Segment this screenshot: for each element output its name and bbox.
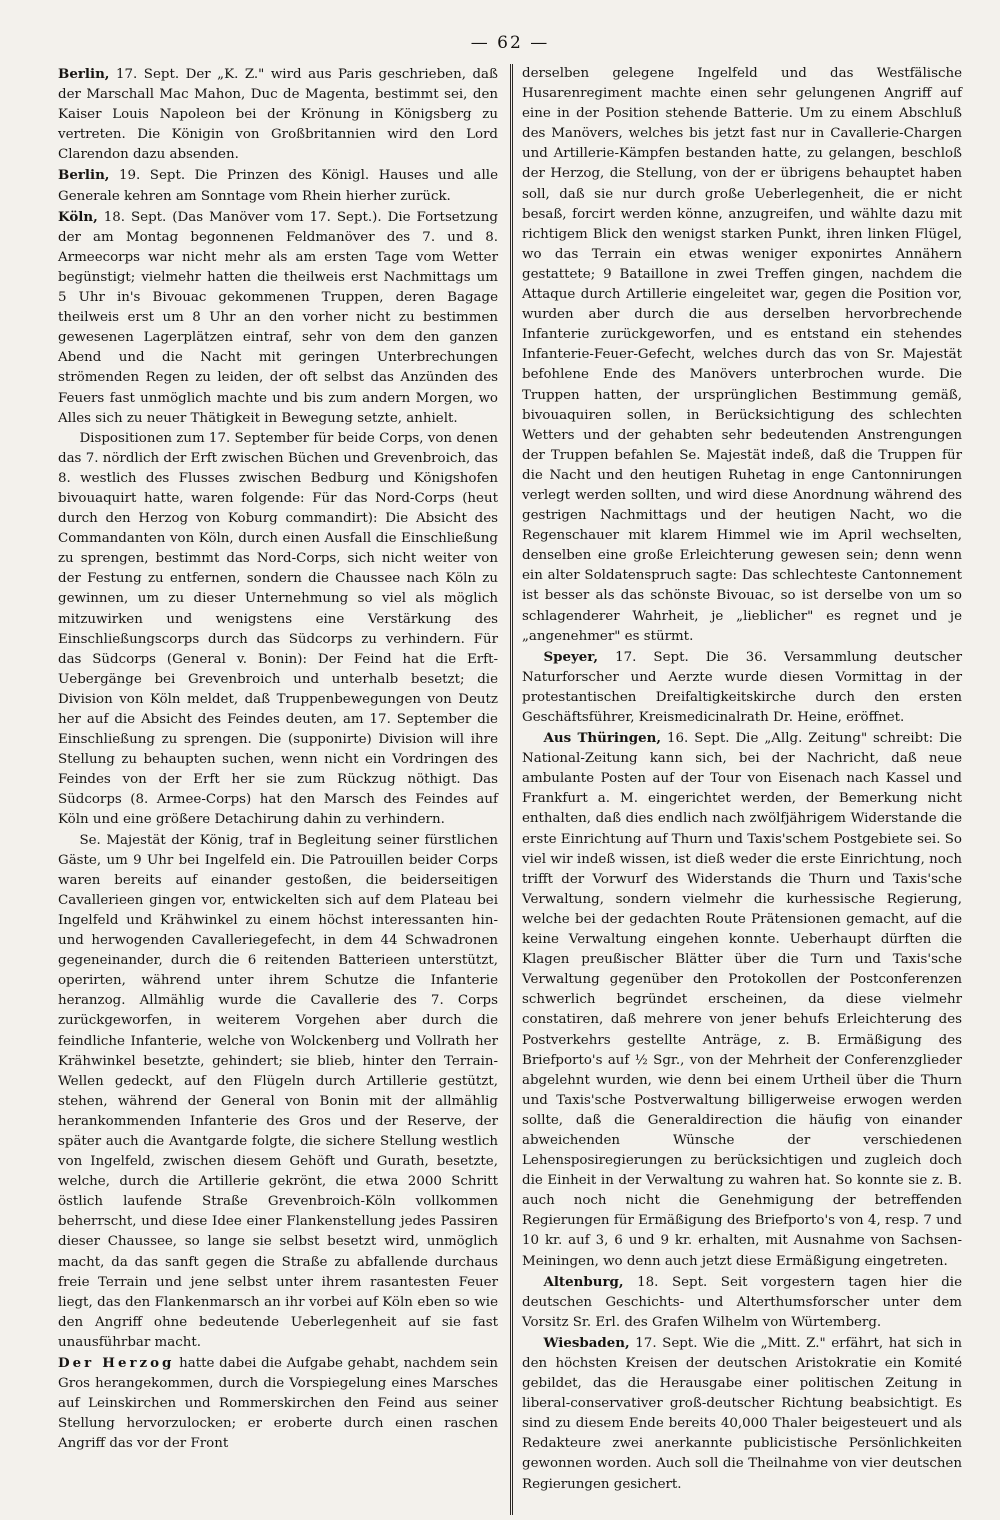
- article-text: 17. Sept. Wie die „Mitt. Z." erfährt, hat sich in den höchsten Kreisen der deutschen Aristokratie ein Komité gebildet, das die Herausgabe einer politischen Zeitung in liberal-conservativer groß-deutscher Richtung beabsichtigt. Es sind zu diesem Ende bereits 40,000 Thaler beigesteuert und als Redakteure zwei anerkannte publicistische Persönlichkeiten gewonnen worden. Auch soll die Theilnahme von vier deutschen Regierungen gesichert.: [522, 1335, 962, 1492]
- article-text: 18. Sept. Seit vorgestern tagen hier die deutschen Geschichts- und Alterthumsforscher unter dem Vorsitz Sr. Erl. des Grafen Wilhelm von Würtemberg.: [522, 1274, 962, 1330]
- paragraph-dispositionen: Dispositionen zum 17. September für beide Corps, von denen das 7. nördlich der Erft zwischen Büchen und Grevenbroich, das 8. westlich des Flusses zwischen Bedburg und Königshofen bivouaquirt hatte, waren folgende: Für das Nord-Corps (heut durch den Herzog von Koburg commandirt): Die Absicht des Commandanten von Köln, durch einen Ausfall die Einschließung zu sprengen, bestimmt das Nord-Corps, sich nicht weiter von der Festung zu entfernen, sondern die Chaussee nach Köln zu gewinnen, um zu dieser Unternehmung so viel als möglich mitzuwirken und wenigstens eine Verstärkung des Einschließungscorps durch das Südcorps zu verhindern. Für das Südcorps (General v. Bonin): Der Feind hat die Erft-Uebergänge bei Grevenbroich und unterhalb besetzt; die Division von Köln meldet, daß Truppenbewegungen von Deutz her auf die Absicht des Feindes deuten, am 17. September die Einschließung zu sprengen. Die (supponirte) Division will ihre Stellung zu behaupten suchen, wenn nicht ein Vordringen des Feindes von der Erft her sie zum Rückzug nöthigt. Das Südcorps (8. Armee-Corps) hat den Marsch des Feindes auf Köln und eine größere Detachirung dahin zu verhindern.: [58, 430, 498, 828]
- article-altenburg: [522, 1272, 962, 1333]
- dateline: Köln,: [58, 208, 98, 225]
- paragraph-herzog: [58, 1353, 498, 1454]
- article-text: 17. Sept. Die 36. Versammlung deutscher Naturforscher und Aerzte wurde diesen Vormittag in der protestantischen Dreifaltigkeitskirche durch den ersten Geschäftsführer, Kreismedicinalrath Dr. Heine, eröffnet.: [522, 649, 962, 725]
- article-text: 19. Sept. Die Prinzen des Königl. Hauses und alle Generale kehren am Sonntage vom Rhein hierher zurück.: [58, 168, 498, 204]
- dateline: Der Herzog: [58, 1355, 175, 1371]
- right-column: [522, 64, 962, 1495]
- dateline: Aus Thüringen,: [543, 730, 662, 747]
- article-text: 17. Sept. Der „K. Z." wird aus Paris geschrieben, daß der Marschall Mac Mahon, Duc de Magenta, bestimmt sei, den Kaiser Louis Napoleon bei der Krönung in Königsberg zu vertreten. Die Königin von Großbritannien wird den Lord Clarendon dazu absenden.: [58, 67, 498, 163]
- dateline: Altenburg,: [543, 1273, 624, 1290]
- article-berlin-19: [58, 165, 498, 206]
- page-number: — 62 —: [470, 33, 550, 53]
- left-column: [58, 64, 498, 1495]
- dateline: Wiesbaden,: [543, 1334, 630, 1351]
- dateline: Speyer,: [543, 648, 599, 665]
- article-speyer: [522, 647, 962, 728]
- article-text: 18. Sept. (Das Manöver vom 17. Sept.). Die Fortsetzung der am Montag begonnenen Feldmanöver des 7. und 8. Armeecorps war nicht mehr als am ersten Tage vom Wetter begünstigt; vielmehr hatten die theilweis erst Nachmittags um 5 Uhr in's Bivouac gekommenen Truppen, deren Bagage theilweis erst um 8 Uhr an den vorher nicht zu bestimmen gewesenen Lagerplätzen eintraf, sehr von dem den ganzen Abend und die Nacht mit geringen Unterbrechungen strömenden Regen zu leiden, der oft selbst das Anzünden des Feuers fast unmöglich machte und bis zum andern Morgen, wo Alles sich zu neuer Thätigkeit in Bewegung setzte, anhielt.: [58, 209, 498, 426]
- paragraph-majestaet: Se. Majestät der König, traf in Begleitung seiner fürstlichen Gäste, um 9 Uhr bei Ingelfeld ein. Die Patrouillen beider Corps waren bereits auf einander gestoßen, die beiderseitigen Cavallerieen gingen vor, entwickelten sich auf dem Plateau bei Ingelfeld und Krähwinkel zu einem höchst interessanten hin- und herwogenden Cavalleriegefecht, in dem 44 Schwadronen gegeneinander, durch die 6 reitenden Batterieen unterstützt, operirten, während unter ihrem Schutze die Infanterie heranzog. Allmählig wurde die Cavallerie des 7. Corps zurückgeworfen, in weiterem Vorgehen aber durch die feindliche Infanterie, welche von Wolckenberg und Vollrath her Krähwinkel besetzte, gehindert; sie blieb, hinter den Terrain-Wellen gedeckt, auf den Flügeln durch Artillerie gestützt, stehen, während der General von Bonin mit der allmählig herankommenden Infanterie des Gros und der Reserve, der später auch die Avantgarde folgte, die sichere Stellung westlich von Ingelfeld, zwischen diesem Gehöft und Gurath, besetzte, welche, durch die Artillerie gekrönt, die etwa 2000 Schritt östlich laufende Straße Grevenbroich-Köln vollkommen beherrscht, und diese Idee einer Flankenstellung jedes Passiren dieser Chaussee, so lange sie selbst besetzt wird, unmöglich macht, da das sanft gegen die Straße zu abfallende durchaus freie Terrain und jene selbst unter ihrem rasantesten Feuer liegt, das den Flankenmarsch an ihr vorbei auf Köln eben so wie den Angriff ohne bedeutende Ueberlegenheit auf sie fast unausführbar macht.: [58, 832, 498, 1350]
- dateline: Berlin,: [58, 66, 110, 82]
- article-koeln: [58, 207, 498, 429]
- article-thueringen: [522, 728, 962, 1272]
- article-columns: [58, 64, 962, 1495]
- article-text: 16. Sept. Die „Allg. Zeitung" schreibt: Die National-Zeitung kann sich, bei der Nachricht, daß neue ambulante Posten auf der Tour von Eisenach nach Kassel und Frankfurt a. M. eingerichtet werden, der Bemerkung nicht enthalten, daß dies endlich nach zwölfjährigem Widerstande die erste Einrichtung auf Thurn und Taxis'schem Postgebiete sei. So viel wir indeß wissen, ist dieß weder die erste Einrichtung, noch trifft der Vorwurf des Widerstands die Thurn und Taxis'sche Verwaltung, sondern vielmehr die kurhessische Regierung, welche bei der gedachten Route Prätensionen gemacht, auf die keine Verwaltung eingehen konnte. Ueberhaupt dürften die Klagen preußischer Blätter über die Turn und Taxis'sche Verwaltung gegenüber den Protokollen der Postconferenzen schwerlich begründet erscheinen, da diese vielmehr constatiren, daß mehrere von jener behufs Erleichterung des Postverkehrs gestellte Anträge, z. B. Ermäßigung des Briefporto's auf ½ Sgr., von der Mehrheit der Conferenzglieder abgelehnt wurden, wie denn bei einem Urtheil über die Thurn und Taxis'sche Postverwaltung billigerweise erwogen werden sollte, daß die Generaldirection die häufig von einander abweichenden Wünsche der verschiedenen Lehensposiregierungen zu berücksichtigen und zugleich doch die Einheit in der Verwaltung zu wahren hat. So konnte sie z. B. auch noch nicht die Genehmigung der betreffenden Regierungen für Ermäßigung des Briefporto's von 4, resp. 7 und 10 kr. auf 3, 6 und 9 kr. erhalten, mit Ausnahme von Sachsen-Meiningen, wo denn auch jetzt diese Ermäßigung eingetreten.: [522, 731, 963, 1269]
- article-wiesbaden: [522, 1333, 962, 1495]
- dateline: Berlin,: [58, 167, 110, 184]
- article-berlin-17: [58, 64, 498, 165]
- article-text: hatte dabei die Aufgabe gehabt, nachdem sein Gros herangekommen, durch die Vorspiegelung eines Marsches auf Leinskirchen und Rommerskirchen den Feind aus seiner Stellung hervorzulocken; er eroberte durch einen raschen Angriff das vor der Front: [58, 1356, 498, 1452]
- column-divider: [510, 64, 513, 1515]
- paragraph-continuation: derselben gelegene Ingelfeld und das Westfälische Husarenregiment machte einen sehr gelungenen Angriff auf eine in der Position stehende Batterie. Um zu einem Abschluß des Manövers, welches bis jetzt fast nur in Cavallerie-Chargen und Artillerie-Kämpfen bestanden hatte, zu gelangen, beschloß der Herzog, die Stellung, von der er übrigens behauptet haben soll, daß sie nur durch große Ueberlegenheit, die er nicht besaß, forcirt werden könne, anzugreifen, und wählte dazu mit richtigem Blick den wenigst starken Punkt, ihren linken Flügel, wo das Terrain ein etwas weniger exponirtes Annähern gestattete; 9 Bataillone in zwei Treffen gingen, nachdem die Attaque durch Artillerie eingeleitet war, gegen die Position vor, wurden aber durch die aus derselben hervorbrechende Infanterie zurückgeworfen, und es entstand ein stehendes Infanterie-Feuer-Gefecht, welches durch das von Sr. Majestät befohlene Ende des Manövers unterbrochen wurde. Die Truppen hatten, der ursprünglichen Bestimmung gemäß, bivouaquiren sollen, in Berücksichtigung des schlechten Wetters und der gehabten sehr bedeutenden Anstrengungen der Truppen befahlen Se. Majestät indeß, daß die Truppen für die Nacht und den heutigen Ruhetag in enge Cantonnirungen verlegt werden sollten, und wird diese Anordnung während des gestrigen Nachmittags und der heutigen Nacht, wo die Regenschauer mit klarem Himmel wie im April wechselten, denselben eine große Erleichterung gewesen sein; denn wenn ein alter Soldatenspruch sagte: Das schlechteste Cantonnement ist besser als das schönste Bivouac, so ist derselbe von um so schlagenderer Wahrheit, je „lieblicher" es regnet und je „angenehmer" es stürmt.: [522, 66, 962, 644]
